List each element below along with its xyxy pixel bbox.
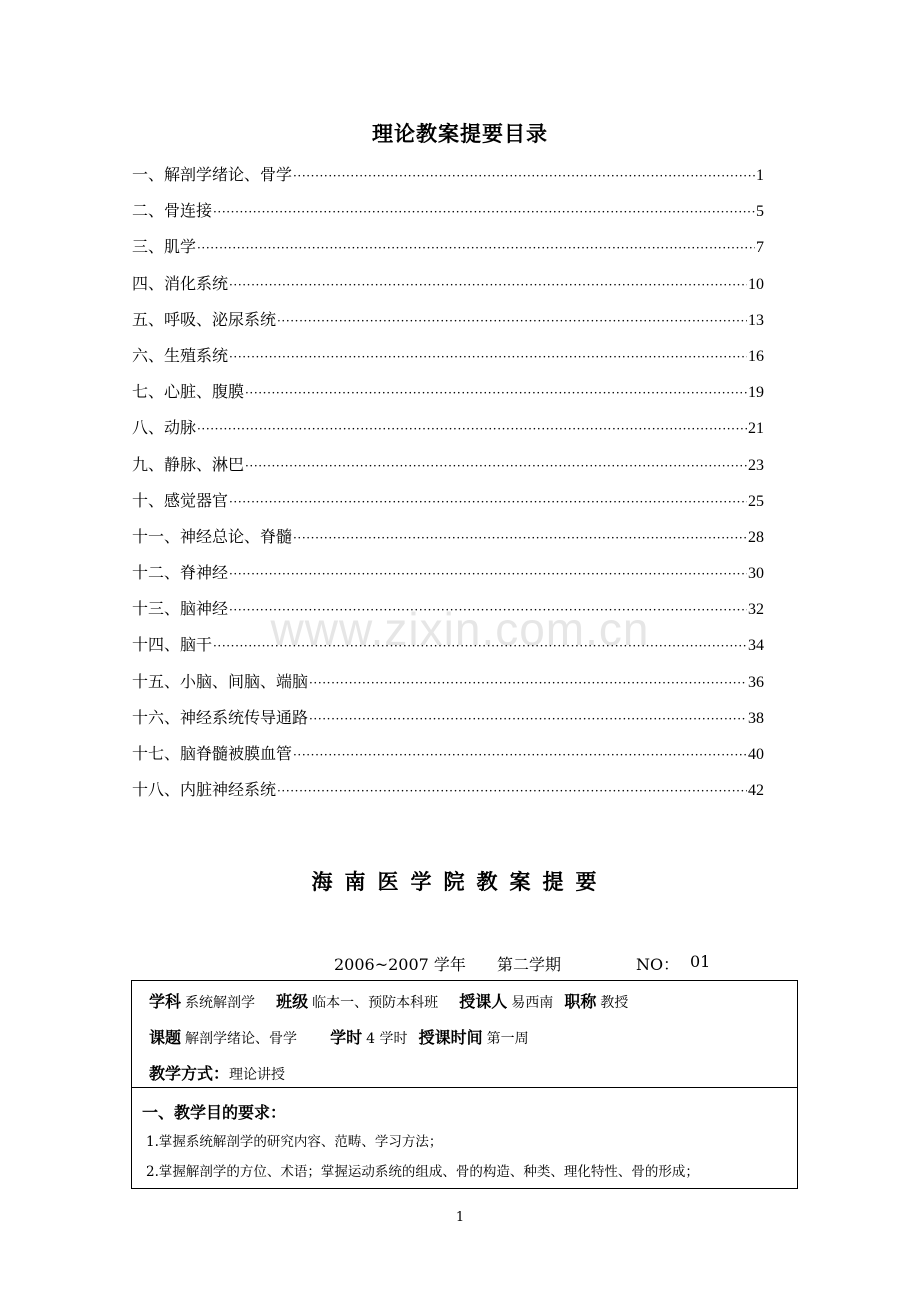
toc-entry	[132, 198, 764, 234]
subject-value: 系统解剖学	[185, 995, 256, 1011]
toc-leader	[213, 205, 755, 219]
toc-entry-page: 13	[748, 311, 764, 329]
toc-leader	[293, 531, 747, 545]
toc-leader	[229, 278, 747, 292]
toc-entry-label: 一、解剖学绪论、骨学	[132, 165, 293, 184]
toc-entry-label: 十二、脊神经	[132, 563, 229, 583]
toc-leader	[309, 712, 747, 726]
toc-entry	[132, 560, 764, 596]
toc-entry-label: 五、呼吸、泌尿系统	[132, 309, 277, 329]
toc-leader	[245, 459, 747, 473]
toc-entry	[132, 234, 764, 270]
toc-entry	[132, 162, 764, 198]
lesson-info-box	[131, 980, 798, 1088]
toc-entry-label: 十七、脑脊髓被膜血管	[132, 744, 293, 763]
topic-value: 解剖学绪论、骨学	[185, 1031, 298, 1047]
toc-entry	[132, 705, 764, 741]
rank-value: 教授	[600, 995, 629, 1011]
toc-leader	[197, 422, 747, 436]
toc-entry	[132, 379, 764, 415]
academic-year: 2006~2007 学年	[334, 955, 466, 974]
info-row-subject	[149, 989, 628, 1013]
toc-leader	[229, 603, 747, 617]
time-value: 第一周	[486, 1031, 529, 1047]
toc-entry-page: 21	[748, 420, 764, 438]
info-row-topic	[149, 1025, 529, 1049]
toc-entry-page: 30	[748, 565, 764, 583]
toc-leader	[229, 495, 747, 509]
toc-entry-page: 40	[748, 746, 764, 763]
toc-leader	[293, 748, 747, 762]
toc-list	[132, 162, 764, 813]
rank-label: 职称	[564, 992, 597, 1011]
toc-entry	[132, 271, 764, 307]
toc-leader	[277, 784, 747, 798]
toc-entry	[132, 777, 764, 813]
toc-entry-label: 十六、神经系统传导通路	[132, 707, 309, 727]
topic-label: 课题	[149, 1028, 182, 1047]
watermark: www.zixin.com.cn	[270, 603, 650, 655]
toc-leader	[309, 676, 747, 690]
toc-entry-page: 16	[748, 347, 764, 365]
toc-entry-page: 7	[756, 239, 764, 257]
hours-value: 4 学时	[366, 1031, 408, 1047]
toc-leader	[213, 639, 747, 653]
toc-entry-page: 10	[748, 275, 764, 293]
toc-entry-label: 十八、内脏神经系统	[132, 780, 277, 800]
toc-entry-label: 十、感觉器官	[132, 490, 229, 510]
toc-entry	[132, 524, 764, 560]
toc-entry	[132, 488, 764, 524]
time-label: 授课时间	[418, 1028, 483, 1047]
toc-entry-label: 十四、脑干	[132, 635, 213, 655]
number-label: NO：	[636, 955, 680, 974]
toc-entry	[132, 741, 764, 777]
toc-leader	[277, 314, 747, 328]
teaching-goals-heading: 一、教学目的要求：	[142, 1103, 287, 1122]
method-label: 教学方式：	[149, 1064, 230, 1083]
toc-leader	[229, 567, 747, 581]
toc-title: 理论教案提要目录	[372, 122, 548, 146]
subject-label: 学科	[149, 992, 182, 1011]
toc-leader	[293, 169, 755, 183]
toc-entry-page: 1	[756, 167, 764, 184]
toc-entry-label: 十五、小脑、间脑、端脑	[132, 671, 309, 691]
toc-entry-label: 十三、脑神经	[132, 599, 229, 619]
toc-entry-label: 十一、神经总论、脊髓	[132, 526, 293, 546]
toc-leader	[229, 350, 747, 364]
class-value: 临本一、预防本科班	[312, 995, 439, 1011]
toc-entry-page: 19	[748, 384, 764, 402]
toc-entry-label: 九、静脉、淋巴	[132, 454, 245, 474]
toc-entry	[132, 307, 764, 343]
lesson-plan-title: 海南医学院教案提要	[311, 870, 609, 894]
toc-entry-page: 38	[748, 709, 764, 727]
info-row-method	[149, 1061, 285, 1085]
toc-entry	[132, 632, 764, 668]
toc-entry-page: 28	[748, 528, 764, 546]
toc-entry	[132, 452, 764, 488]
term-line	[0, 952, 920, 974]
toc-entry	[132, 415, 764, 451]
toc-entry-page: 42	[748, 782, 764, 800]
teaching-goal-item: 1.掌握系统解剖学的研究内容、范畴、学习方法；	[146, 1134, 443, 1150]
semester: 第二学期	[497, 955, 562, 974]
teaching-goal-item: 2.掌握解剖学的方位、术语；掌握运动系统的组成、骨的构造、种类、理化特性、骨的形成；	[146, 1164, 699, 1180]
toc-entry-label: 六、生殖系统	[132, 345, 229, 365]
toc-entry-page: 34	[748, 637, 764, 655]
toc-entry-page: 25	[748, 492, 764, 510]
number-value: 01	[690, 952, 711, 971]
page-number: 1	[455, 1210, 465, 1225]
toc-entry	[132, 343, 764, 379]
toc-entry-label: 四、消化系统	[132, 273, 229, 293]
teacher-value: 易西南	[511, 995, 554, 1011]
toc-entry-label: 八、动脉	[132, 418, 197, 438]
toc-leader	[245, 386, 747, 400]
toc-entry-label: 二、骨连接	[132, 201, 213, 221]
toc-entry	[132, 596, 764, 632]
hours-label: 学时	[330, 1028, 363, 1047]
toc-entry-label: 七、心脏、腹膜	[132, 382, 245, 402]
teaching-goals-box	[131, 1087, 798, 1189]
teacher-label: 授课人	[459, 992, 508, 1011]
toc-entry-page: 36	[748, 673, 764, 691]
class-label: 班级	[276, 992, 309, 1011]
toc-entry-page: 5	[756, 203, 764, 221]
toc-entry	[132, 669, 764, 705]
toc-leader	[197, 241, 755, 255]
toc-entry-page: 32	[748, 601, 764, 619]
toc-entry-page: 23	[748, 456, 764, 474]
toc-entry-label: 三、肌学	[132, 237, 197, 257]
method-value: 理论讲授	[229, 1067, 286, 1083]
